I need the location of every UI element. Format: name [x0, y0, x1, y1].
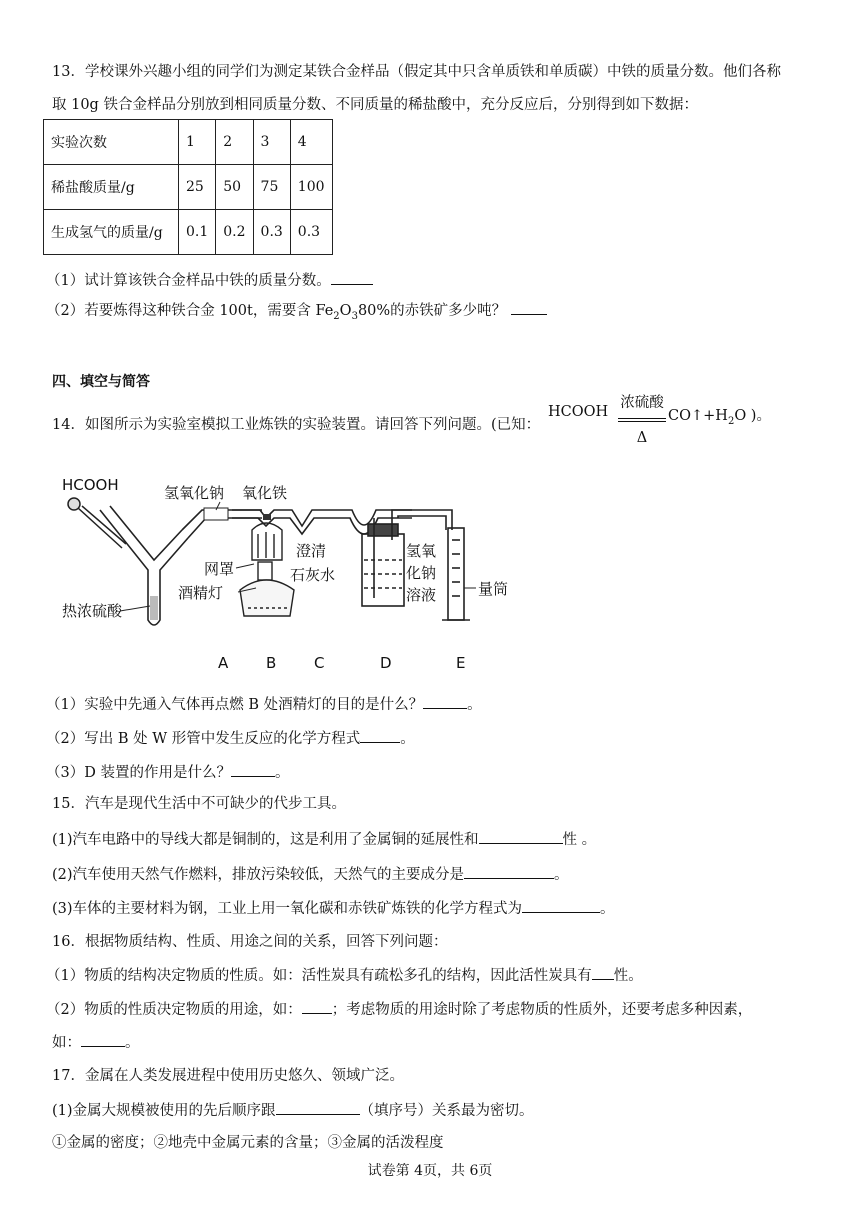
subscript: 2: [333, 310, 340, 322]
answer-blank[interactable]: [302, 999, 332, 1014]
apparatus-letter: E: [456, 654, 466, 672]
table-cell: 50: [216, 165, 253, 210]
punctuation: 。: [554, 867, 569, 883]
reaction-equation: [548, 395, 771, 446]
eq-product-text: O )。: [734, 408, 771, 424]
label-limewater-2: 石灰水: [290, 566, 336, 584]
label-lamp: 酒精灯: [178, 584, 224, 602]
subscript: 2: [727, 415, 735, 427]
apparatus-letter: B: [266, 654, 277, 672]
w-tube-icon: [232, 518, 342, 534]
punctuation: 。: [600, 901, 615, 917]
connecting-tube: [188, 518, 262, 538]
q17-options: ①金属的密度；②地壳中金属元素的含量；③金属的活泼程度: [52, 1135, 444, 1151]
q13-sub1-text: （1）试计算该铁合金样品中铁的质量分数。: [46, 273, 331, 289]
q17-sub1-text: （填序号）关系最为密切。: [359, 1103, 534, 1119]
q14-sub1-text: （1）实验中先通入气体再点燃 B 处酒精灯的目的是什么？: [46, 697, 424, 713]
label-hcooh: HCOOH: [62, 476, 119, 494]
table-cell: 0.3: [290, 210, 332, 255]
leader-line: [120, 606, 150, 611]
q15-sub1-text: 性 。: [562, 832, 597, 848]
table-cell: 实验次数: [44, 120, 179, 165]
table-cell: 1: [179, 120, 216, 165]
q16-sub3-text: 如：: [52, 1035, 81, 1051]
q15-sub3-text: (3)车体的主要材料为钢，工业上用一氧化碳和赤铁矿炼铁的化学方程式为: [52, 901, 523, 917]
answer-blank[interactable]: [423, 694, 467, 709]
label-naoh-sol-2: 化钠: [406, 564, 437, 582]
measuring-cylinder-icon: [442, 528, 470, 620]
label-limewater-1: 澄清: [296, 542, 327, 560]
q15-sub1-text: (1)汽车电路中的导线大都是铜制的，这是利用了金属铜的延展性和: [52, 832, 479, 848]
table-cell: 100: [290, 165, 332, 210]
punctuation: 。: [467, 697, 482, 713]
eq-products: [668, 404, 771, 427]
punctuation: 。: [274, 765, 290, 781]
answer-blank[interactable]: [522, 898, 600, 913]
section-heading: 四、填空与简答: [52, 374, 150, 390]
q17-sub1-text: (1)金属大规模被使用的先后顺序跟: [52, 1103, 276, 1119]
label-naoh: 氢氧化钠: [164, 484, 225, 502]
q13-stem-line1: 13．学校课外兴趣小组的同学们为测定某铁合金样品（假定其中只含单质铁和单质碳）中铁的质量分数。他们各称: [52, 64, 781, 80]
answer-blank[interactable]: [511, 300, 547, 315]
eq-product-text: CO↑+H: [668, 408, 728, 424]
eq-condition-top: 浓硫酸: [620, 395, 664, 411]
subscript: 3: [351, 310, 358, 322]
eq-double-arrow: [618, 418, 666, 422]
table-cell: 4: [290, 120, 332, 165]
label-naoh-sol-1: 氢氧: [406, 542, 437, 560]
q14-sub1: [46, 694, 482, 715]
table-row: [44, 210, 333, 255]
table-cell: 3: [253, 120, 290, 165]
eq-condition-bottom: Δ: [636, 430, 648, 446]
q15-sub1: [52, 829, 596, 850]
q13-sub2: [46, 300, 547, 327]
answer-blank[interactable]: [479, 829, 563, 844]
q16-sub3: [52, 1032, 140, 1053]
q17-stem: 17．金属在人类发展进程中使用历史悠久、领域广泛。: [52, 1068, 404, 1084]
label-net: 网罩: [204, 560, 235, 578]
answer-blank[interactable]: [81, 1032, 125, 1047]
q16-stem: 16．根据物质结构、性质、用途之间的关系，回答下列问题：: [52, 934, 448, 950]
q16-sub2-text: ；考虑物质的用途时除了考虑物质的性质外，还要考虑多种因素，: [331, 1002, 753, 1018]
q15-stem: 15．汽车是现代生活中不可缺少的代步工具。: [52, 796, 346, 812]
page-footer: 试卷第 4页，共 6页: [367, 1163, 493, 1179]
q16-sub1-text: 性。: [613, 968, 643, 984]
alcohol-lamp-icon: [240, 523, 294, 616]
answer-blank[interactable]: [331, 270, 373, 285]
q15-sub2-text: (2)汽车使用天然气作燃料，排放污染较低，天然气的主要成分是: [52, 867, 465, 883]
lab-apparatus-diagram: [52, 470, 522, 680]
table-cell: 0.2: [216, 210, 253, 255]
q13-data-table: [43, 119, 333, 255]
label-cylinder: 量筒: [478, 580, 509, 598]
leader-line: [236, 564, 254, 568]
punctuation: 。: [125, 1035, 140, 1051]
q14-sub2: [46, 728, 415, 749]
q13-sub2-text: （2）若要炼得这种铁合金 100t，需要含 Fe: [46, 303, 334, 319]
table-row: [44, 120, 333, 165]
label-fe2o3: 氧化铁: [242, 484, 288, 502]
table-row: [44, 165, 333, 210]
table-cell: 75: [253, 165, 290, 210]
q14-sub3: [46, 762, 289, 783]
answer-blank[interactable]: [592, 965, 614, 980]
answer-blank[interactable]: [231, 762, 275, 777]
table-cell: 0.1: [179, 210, 216, 255]
answer-blank[interactable]: [276, 1100, 360, 1115]
table-cell: 0.3: [253, 210, 290, 255]
apparatus-letter: C: [314, 654, 325, 672]
q15-sub3: [52, 898, 615, 919]
q16-sub1-text: （1）物质的结构决定物质的性质。如：活性炭具有疏松多孔的结构，因此活性炭具有: [46, 968, 592, 984]
q13-sub2-text: O: [339, 303, 352, 319]
q14-sub3-text: （3）D 装置的作用是什么？: [46, 765, 231, 781]
answer-blank[interactable]: [360, 728, 400, 743]
apparatus-letter: D: [380, 654, 392, 672]
table-cell: 稀盐酸质量/g: [44, 165, 179, 210]
apparatus-letter: A: [218, 654, 229, 672]
label-hot-acid: 热浓硫酸: [62, 602, 123, 620]
q14-sub2-text: （2）写出 B 处 W 形管中发生反应的化学方程式: [46, 731, 361, 747]
q16-sub2: [46, 999, 752, 1020]
answer-blank[interactable]: [464, 864, 554, 879]
q13-sub2-text: 80%的赤铁矿多少吨？: [357, 303, 507, 319]
q15-sub2: [52, 864, 569, 885]
q14-stem: 14．如图所示为实验室模拟工业炼铁的实验装置。请回答下列问题。(已知：: [52, 417, 541, 433]
q17-sub1: [52, 1100, 534, 1121]
punctuation: 。: [400, 731, 415, 747]
eq-reactant: HCOOH: [548, 404, 609, 420]
iron-oxide-sample: [263, 514, 271, 520]
table-cell: 2: [216, 120, 253, 165]
q16-sub1: [46, 965, 643, 986]
table-cell: 25: [179, 165, 216, 210]
dropper-icon: [68, 498, 126, 548]
label-naoh-sol-3: 溶液: [406, 586, 437, 604]
q13-sub1: [46, 270, 373, 291]
table-cell: 生成氢气的质量/g: [44, 210, 179, 255]
q16-sub2-text: （2）物质的性质决定物质的用途，如：: [46, 1002, 302, 1018]
q13-stem-line2: 取 10g 铁合金样品分别放到相同质量分数、不同质量的稀盐酸中，充分反应后，分别得到如下数据：: [52, 97, 698, 113]
